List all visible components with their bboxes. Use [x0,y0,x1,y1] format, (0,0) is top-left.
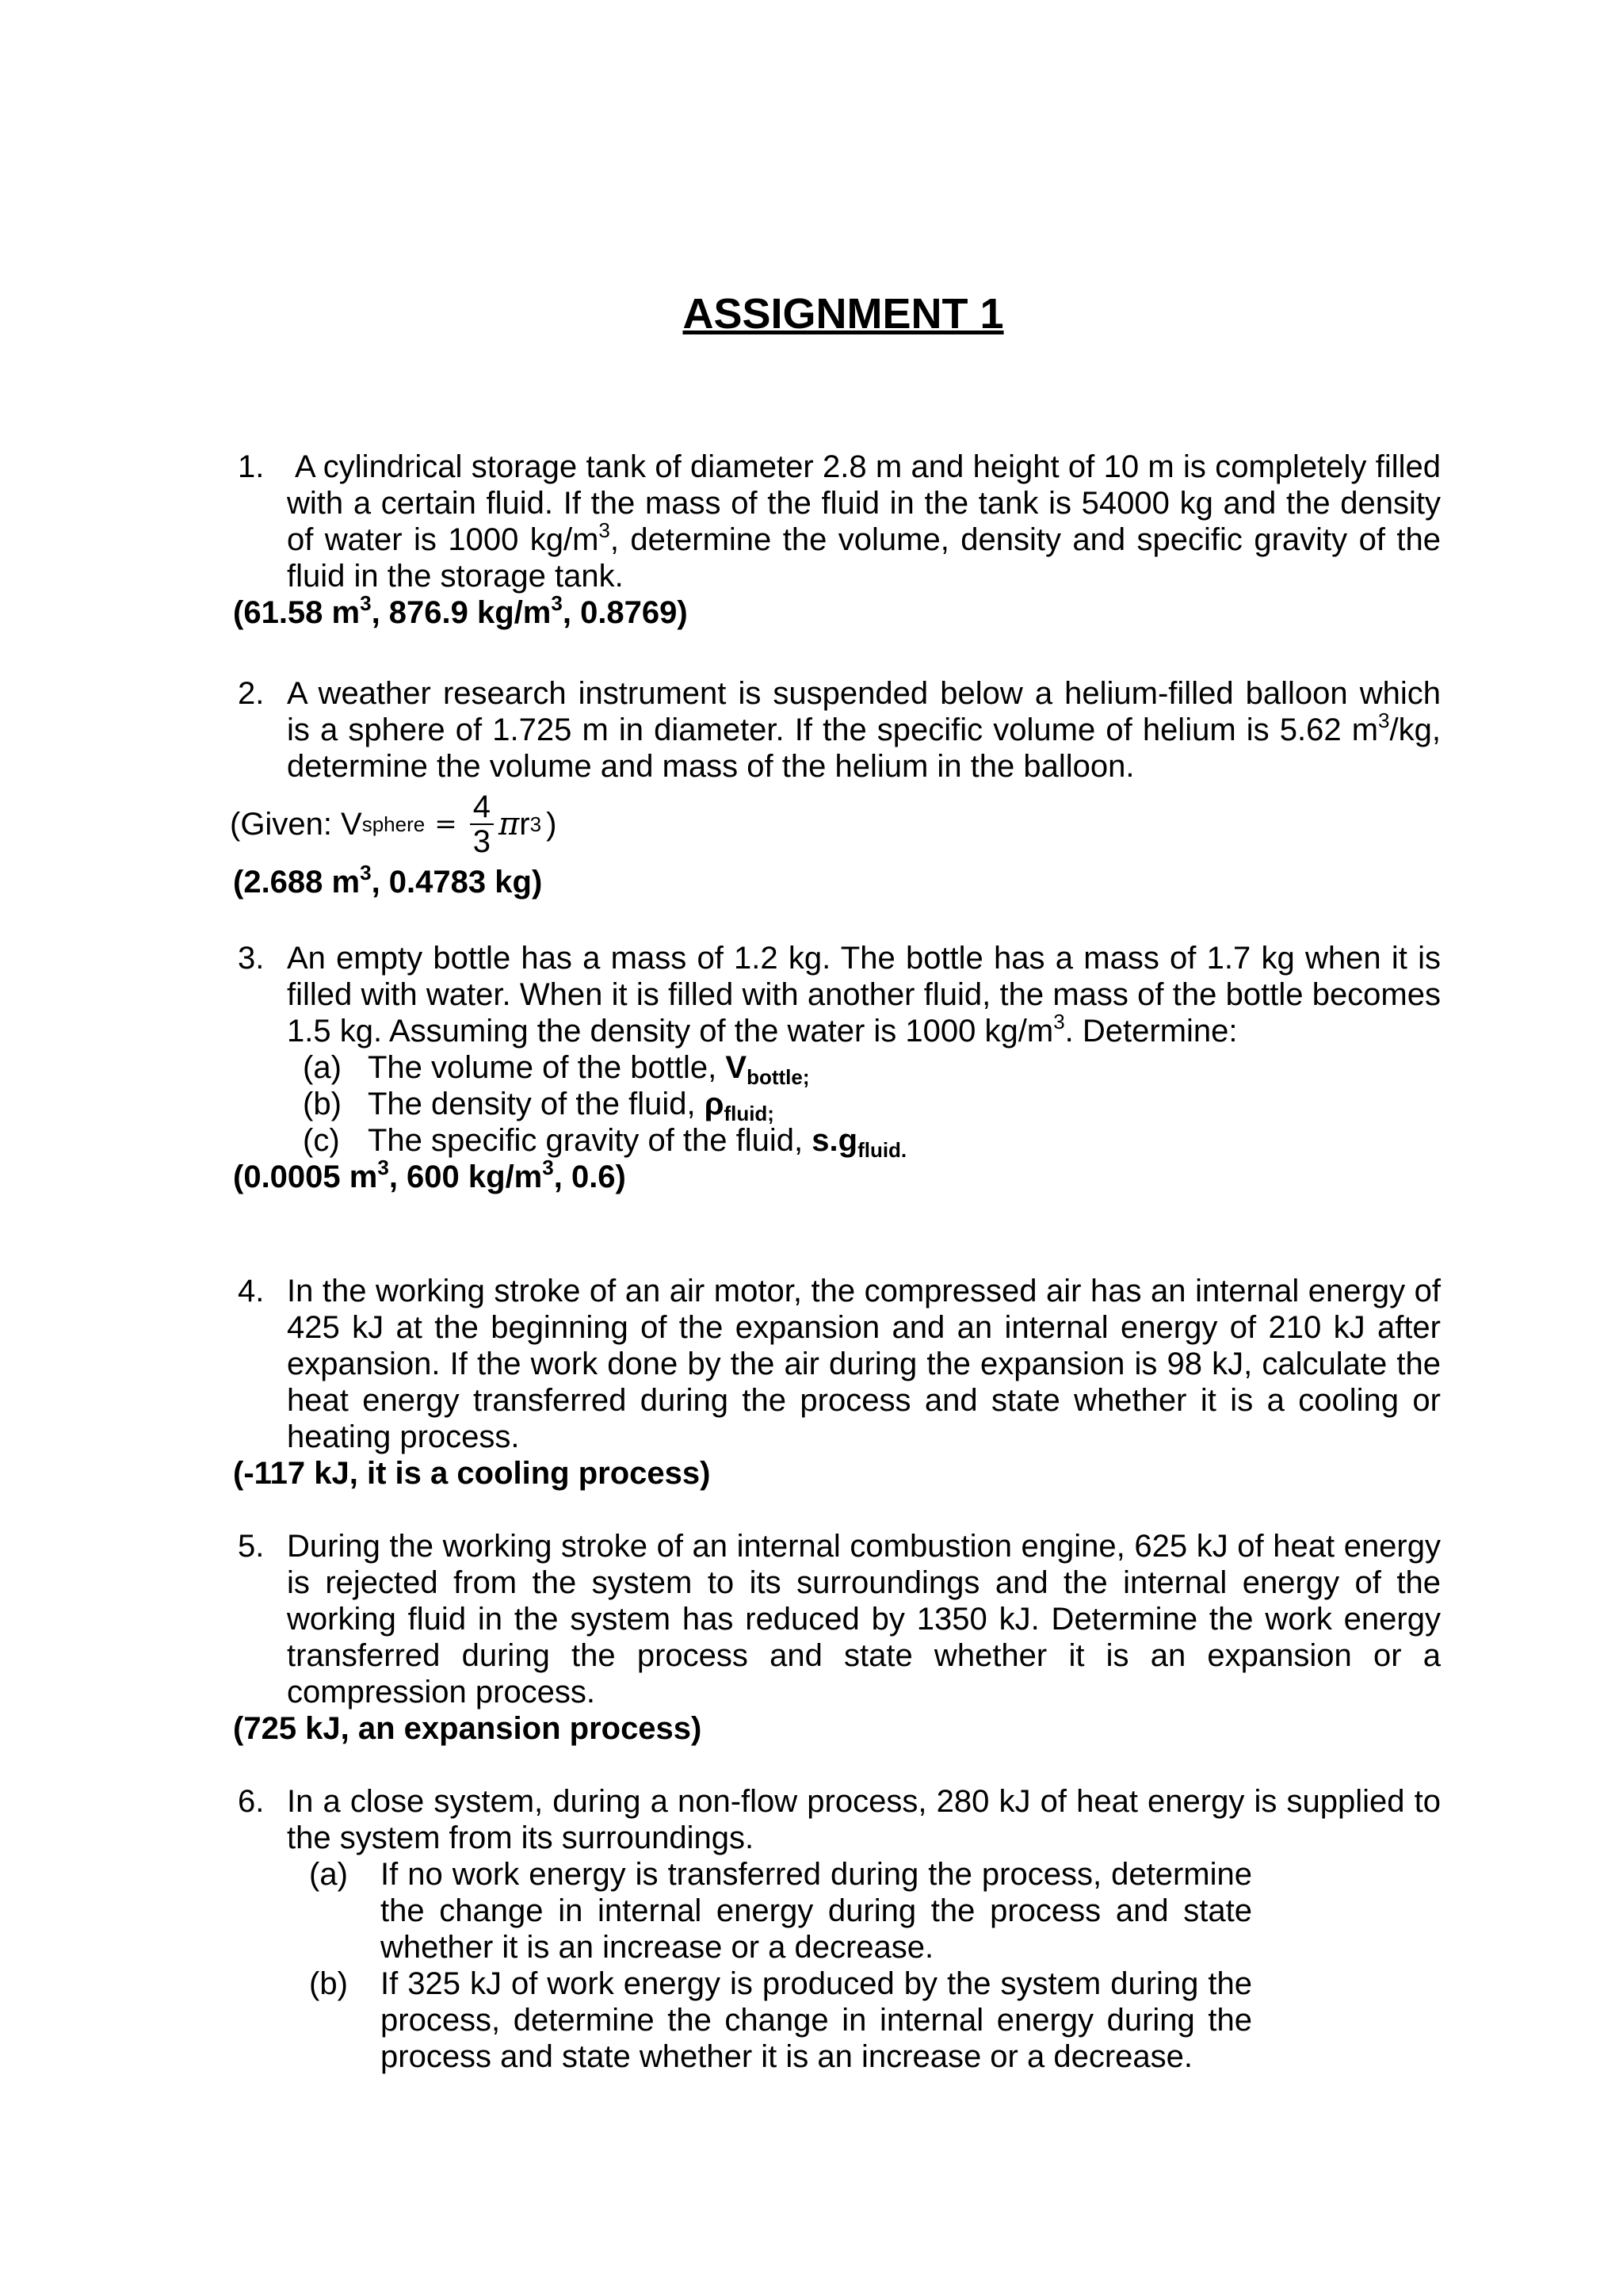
sub-question: (b) The density of the fluid, $\rho_{fluid;}$ [303,1087,774,1125]
question-1 [233,449,1441,631]
sub-question: (a) If no work energy is transferred during the process, determine the change in internal energy during the process and state whether it is an increase or a decrease. [309,1857,1252,1965]
answer: (725 kJ, an expansion process) [233,1711,702,1746]
question-number: 2. [238,676,265,711]
question-text: In the working stroke of an air motor, the compressed air has an internal energy of 425 kJ at the beginning of the expansion and an internal energy of 210 kJ after expansion. If the work done by the air during the expansion is 98 kJ, calculate the heat energy transferred during the process and state whether it is a cooling or heating process. [287,1274,1441,1454]
question-number: 4. [238,1274,265,1308]
answer: (2.688 $m^3$, 0.4783 kg) [233,861,543,900]
sub-question: (a) The volume of the bottle, $V_{bottle;}$ [303,1050,810,1089]
question-number: 1. [238,449,265,484]
question-text: A cylindrical storage tank of diameter 2.8 m and height of 10 m is completely filled with a certain fluid. If the mass of the fluid in the tank is 54000 kg and the density of water is 1000 $kg/m^3$, determine the volume, density and specific gravity of the fluid in the storage tank. [287,449,1441,594]
question-number: 6. [238,1784,265,1819]
question-text: During the working stroke of an internal combustion engine, 625 kJ of heat energy is rejected from the system to its surroundings and the internal energy of the working fluid in the system has reduced by 1350 kJ. Determine the work energy transferred during the process and state whether it is an expansion or a compression process. [287,1529,1441,1710]
sub-question-list [309,1856,1252,2075]
question-3 [233,940,1441,1195]
question-2 [230,675,1441,900]
answer: (61.58 $m^3$, 876.9 $kg/m^3$, 0.8769) [233,591,688,630]
question-text: In a close system, during a non-flow process, 280 kJ of heat energy is supplied to the system from its surroundings. [287,1784,1441,1855]
question-number: 5. [238,1529,265,1564]
question-4 [233,1273,1441,1492]
answer: (-117 kJ, it is a cooling process) [233,1456,711,1491]
question-6 [238,1783,1441,2075]
sub-question-list [303,1049,1441,1162]
question-number: 3. [238,941,265,976]
question-5 [233,1528,1441,1747]
given-formula: (Given: V sphere = $\frac{4}{3}$ π r 3 ) [230,789,557,859]
page-title: ASSIGNMENT 1 [682,290,1004,338]
question-text: An empty bottle has a mass of 1.2 kg. The bottle has a mass of 1.7 kg when it is filled with water. When it is filled with another fluid, the mass of the bottle becomes 1.5 kg. Assuming the density of the water is 1000 $kg/m^3$. Determine: [287,941,1441,1049]
sub-question: (c) The specific gravity of the fluid, $s.g_{fluid.}$ [303,1123,907,1162]
sub-question: (b) If 325 kJ of work energy is produced by the system during the process, determine the change in internal energy during the process and state whether it is an increase or a decrease. [309,1966,1252,2074]
question-text: A weather research instrument is suspended below a helium-filled balloon which is a sphere of 1.725 m in diameter. If the specific volume of helium is 5.62 $m^3/kg$, determine the volume and mass of the helium in the balloon. [287,676,1441,784]
answer: (0.0005 $m^3$, 600 $kg/m^3$, 0.6) [233,1156,626,1194]
fraction: $\frac{4}{3}$ [470,790,494,858]
